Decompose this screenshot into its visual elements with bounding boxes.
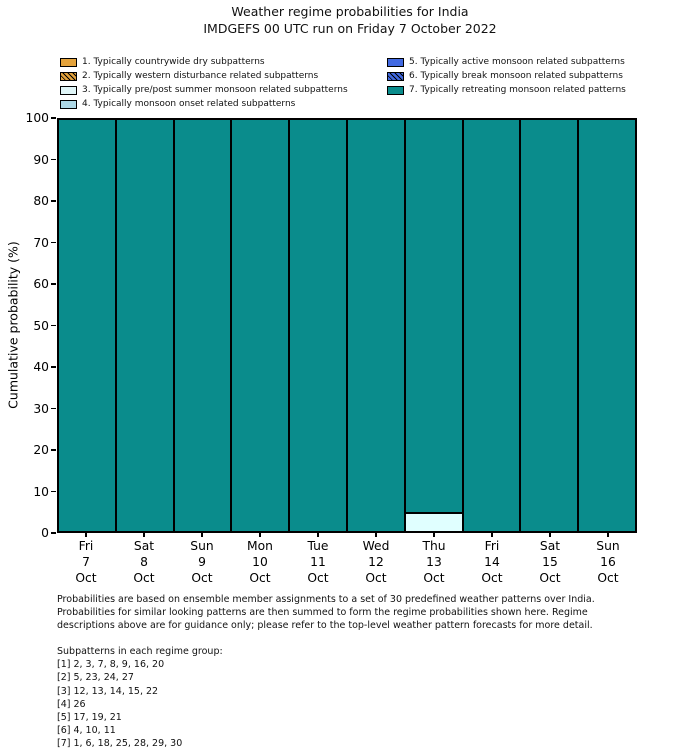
x-tick-mark bbox=[259, 533, 260, 537]
legend-column-left bbox=[60, 55, 348, 111]
x-tick-label-line: Oct bbox=[597, 571, 619, 585]
bar-sat-15-oct bbox=[520, 119, 578, 532]
x-tick-label-line: Oct bbox=[75, 571, 97, 585]
bar-fri-14-oct bbox=[463, 119, 521, 532]
x-tick-label-line: Sat bbox=[133, 539, 155, 553]
x-tick-mark bbox=[491, 533, 492, 537]
bar-segment bbox=[405, 513, 463, 532]
x-tick-label bbox=[247, 538, 273, 586]
x-tick-mark bbox=[375, 533, 376, 537]
y-tick-label: 10 bbox=[33, 484, 49, 499]
subpattern-line: [2] 5, 23, 24, 27 bbox=[57, 672, 134, 684]
y-tick-mark bbox=[51, 325, 56, 326]
bar-wed-12-oct bbox=[347, 119, 405, 532]
x-tick-label-line: Sun bbox=[190, 539, 214, 553]
subpattern-line: [6] 4, 10, 11 bbox=[57, 725, 116, 737]
legend-item-label: 2. Typically western disturbance related subpatterns bbox=[82, 71, 319, 81]
bar-segment bbox=[347, 119, 405, 532]
subpatterns-lines bbox=[57, 658, 457, 750]
y-tick-mark bbox=[51, 200, 56, 201]
x-tick-label-line: Mon bbox=[247, 539, 273, 553]
bar-fri-7-oct bbox=[58, 119, 116, 532]
x-tick-label bbox=[539, 538, 560, 586]
legend-column-right bbox=[387, 55, 626, 97]
x-tick-label-line: Tue bbox=[307, 539, 329, 553]
x-tick-label-line: Oct bbox=[133, 571, 155, 585]
y-tick-label: 100 bbox=[25, 111, 49, 125]
legend-swatch bbox=[60, 58, 77, 67]
x-tick-label bbox=[481, 538, 502, 586]
x-tick-label-line: 14 bbox=[484, 555, 500, 569]
y-tick-label: 60 bbox=[33, 277, 49, 291]
legend-swatch bbox=[387, 86, 404, 95]
subpattern-line: [3] 12, 13, 14, 15, 22 bbox=[57, 685, 159, 697]
subpatterns-heading: Subpatterns in each regime group: bbox=[57, 646, 223, 657]
bar-segment bbox=[116, 119, 174, 532]
legend-swatch bbox=[60, 100, 77, 109]
y-tick-label: 80 bbox=[33, 194, 49, 208]
footnote-line: Probabilities are based on ensemble member assignments to a set of 30 predefined weather patterns over India. bbox=[57, 594, 595, 605]
x-tick-label bbox=[133, 538, 154, 586]
x-tick-label-line: 11 bbox=[310, 555, 326, 569]
x-tick-label-line: 7 bbox=[82, 555, 90, 569]
y-tick-mark bbox=[51, 449, 56, 450]
x-tick-label-line: Sat bbox=[539, 539, 561, 553]
bar-mon-10-oct bbox=[231, 119, 289, 532]
legend-item bbox=[60, 83, 348, 97]
x-tick-label-line: Oct bbox=[539, 571, 561, 585]
subpatterns-section bbox=[57, 645, 457, 751]
chart-title: Weather regime probabilities for India bbox=[231, 4, 469, 19]
x-tick-label-line: Oct bbox=[307, 571, 329, 585]
bar-segment bbox=[578, 119, 636, 532]
x-tick-label-line: 15 bbox=[542, 555, 558, 569]
y-tick-label: 20 bbox=[33, 443, 49, 457]
x-tick-label-line: Fri bbox=[78, 539, 94, 553]
legend bbox=[60, 55, 698, 113]
y-tick-mark bbox=[51, 283, 56, 284]
subpattern-line: [4] 26 bbox=[57, 698, 86, 710]
legend-item-label: 3. Typically pre/post summer monsoon related subpatterns bbox=[82, 85, 348, 95]
x-tick-label bbox=[75, 538, 96, 586]
x-tick-mark bbox=[607, 533, 608, 537]
subpattern-line: [1] 2, 3, 7, 8, 9, 16, 20 bbox=[57, 659, 165, 671]
x-tick-label-line: 9 bbox=[198, 555, 206, 569]
x-tick-label-line: Thu bbox=[422, 539, 446, 553]
bar-segment bbox=[520, 119, 578, 532]
y-tick-mark bbox=[51, 366, 56, 367]
x-tick-mark bbox=[549, 533, 550, 537]
x-tick-mark bbox=[317, 533, 318, 537]
y-tick-label: 70 bbox=[33, 235, 49, 250]
y-axis-label: Cumulative probability (%) bbox=[5, 241, 21, 409]
y-tick-label: 0 bbox=[41, 526, 49, 540]
y-tick-mark bbox=[51, 532, 56, 533]
bar-sat-8-oct bbox=[116, 119, 174, 532]
y-tick-label: 30 bbox=[33, 401, 49, 416]
bar-sun-16-oct bbox=[578, 119, 636, 532]
x-tick-label-line: Oct bbox=[191, 571, 213, 585]
legend-item-label: 6. Typically break monsoon related subpatterns bbox=[409, 71, 623, 81]
x-tick-label bbox=[422, 538, 445, 586]
chart-subtitle: IMDGEFS 00 UTC run on Friday 7 October 2022 bbox=[203, 21, 497, 36]
x-tick-label-line: Fri bbox=[484, 539, 500, 553]
bar-segment bbox=[174, 119, 232, 532]
x-tick-label-line: Oct bbox=[249, 571, 271, 585]
x-tick-mark bbox=[433, 533, 434, 537]
legend-item-label: 1. Typically countrywide dry subpatterns bbox=[82, 57, 265, 67]
bar-sun-9-oct bbox=[174, 119, 232, 532]
legend-swatch bbox=[387, 72, 404, 81]
x-tick-label-line: Oct bbox=[423, 571, 445, 585]
legend-item bbox=[60, 55, 348, 69]
x-tick-label-line: 13 bbox=[426, 555, 442, 569]
y-tick-mark bbox=[51, 159, 56, 160]
subpattern-line: [7] 1, 6, 18, 25, 28, 29, 30 bbox=[57, 738, 183, 750]
footnote-line: descriptions above are for guidance only; please refer to the top-level weather pattern forecasts for more detail. bbox=[57, 620, 593, 631]
bar-tue-11-oct bbox=[289, 119, 347, 532]
x-tick-label-line: 12 bbox=[368, 555, 384, 569]
y-tick-label: 40 bbox=[33, 360, 49, 374]
y-tick-mark bbox=[51, 242, 56, 243]
legend-item bbox=[387, 83, 626, 97]
legend-item bbox=[60, 97, 348, 111]
x-tick-mark bbox=[201, 533, 202, 537]
subpattern-line: [5] 17, 19, 21 bbox=[57, 712, 122, 724]
legend-item-label: 7. Typically retreating monsoon related patterns bbox=[409, 85, 626, 95]
x-tick-mark bbox=[85, 533, 86, 537]
x-tick-label bbox=[596, 538, 619, 586]
plot-area bbox=[57, 118, 637, 533]
legend-swatch bbox=[60, 86, 77, 95]
x-tick-label-line: Sun bbox=[596, 539, 620, 553]
x-tick-label bbox=[190, 538, 213, 586]
x-tick-label-line: 16 bbox=[600, 555, 616, 569]
x-tick-label-line: Oct bbox=[365, 571, 387, 585]
x-tick-label-line: 8 bbox=[140, 555, 148, 569]
bar-segment bbox=[405, 119, 463, 513]
legend-swatch bbox=[387, 58, 404, 67]
footnote-line: Probabilities for similar looking patterns are then summed to form the regime probabilities shown here. Regime bbox=[57, 607, 588, 618]
x-tick-label-line: Wed bbox=[362, 539, 390, 553]
bar-segment bbox=[58, 119, 116, 532]
bar-segment bbox=[289, 119, 347, 532]
legend-item-label: 4. Typically monsoon onset related subpatterns bbox=[82, 99, 296, 109]
legend-item bbox=[387, 69, 626, 83]
x-tick-label-line: 10 bbox=[252, 555, 268, 569]
y-tick-label: 90 bbox=[33, 152, 49, 167]
y-tick-mark bbox=[51, 117, 56, 118]
y-tick-mark bbox=[51, 408, 56, 409]
x-tick-mark bbox=[143, 533, 144, 537]
footnote-text bbox=[57, 593, 697, 632]
y-tick-label: 50 bbox=[33, 318, 49, 333]
x-tick-label-line: Oct bbox=[481, 571, 503, 585]
bar-segment bbox=[463, 119, 521, 532]
legend-item bbox=[60, 69, 348, 83]
legend-item bbox=[387, 55, 626, 69]
legend-swatch bbox=[60, 72, 77, 81]
x-tick-label bbox=[307, 538, 328, 586]
bar-segment bbox=[231, 119, 289, 532]
x-tick-label bbox=[363, 538, 390, 586]
y-tick-mark bbox=[51, 491, 56, 492]
bar-thu-13-oct bbox=[405, 119, 463, 532]
legend-item-label: 5. Typically active monsoon related subpatterns bbox=[409, 57, 625, 67]
